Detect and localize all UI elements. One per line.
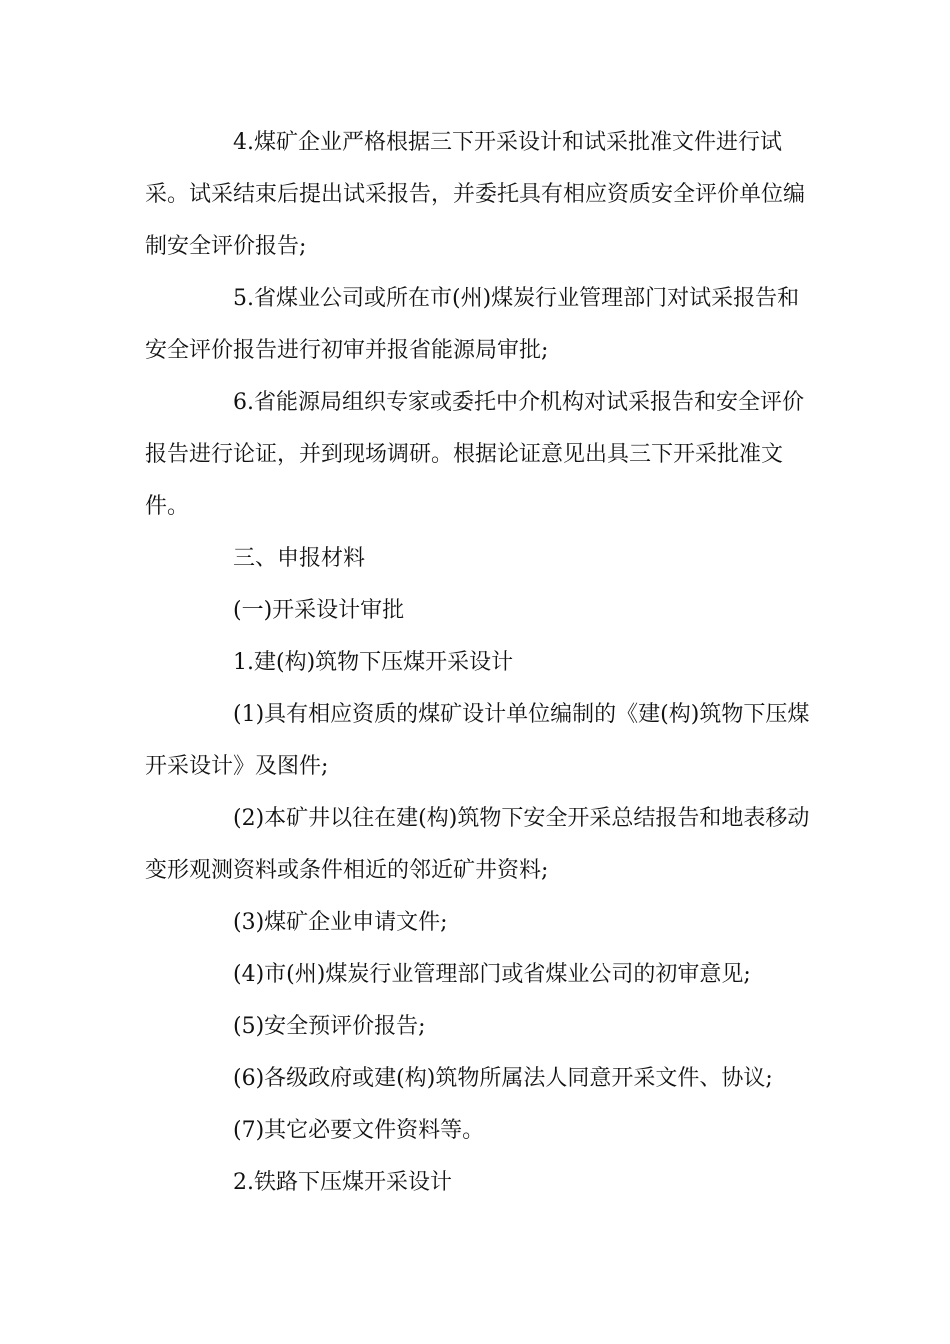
- list-item-1: (1)具有相应资质的煤矿设计单位编制的《建(构)筑物下压煤开采设计》及图件;: [145, 702, 810, 779]
- section-heading-materials: 三、申报材料: [233, 546, 366, 571]
- list-item-3: (3)煤矿企业申请文件;: [233, 910, 448, 935]
- item-heading-railway-coal: 2.铁路下压煤开采设计: [233, 1170, 452, 1195]
- list-item-7: (7)其它必要文件资料等。: [233, 1118, 485, 1143]
- paragraph-step-5: 5.省煤业公司或所在市(州)煤炭行业管理部门对试采报告和安全评价报告进行初审并报省能源局审批;: [145, 286, 800, 363]
- list-item-6: (6)各级政府或建(构)筑物所属法人同意开采文件、协议;: [233, 1066, 773, 1091]
- list-item-4: (4)市(州)煤炭行业管理部门或省煤业公司的初审意见;: [233, 962, 751, 987]
- list-item-5: (5)安全预评价报告;: [233, 1014, 426, 1039]
- subsection-heading-design-approval: (一)开采设计审批: [233, 598, 405, 623]
- paragraph-step-4: 4.煤矿企业严格根据三下开采设计和试采批准文件进行试采。试采结束后提出试采报告，并委托具有相应资质安全评价单位编制安全评价报告;: [145, 130, 806, 259]
- item-heading-building-coal: 1.建(构)筑物下压煤开采设计: [233, 650, 514, 675]
- list-item-2: (2)本矿井以往在建(构)筑物下安全开采总结报告和地表移动变形观测资料或条件相近的邻近矿井资料;: [145, 806, 810, 883]
- paragraph-step-6: 6.省能源局组织专家或委托中介机构对试采报告和安全评价报告进行论证，并到现场调研。根据论证意见出具三下开采批准文件。: [145, 390, 804, 519]
- document-body: [145, 117, 810, 1209]
